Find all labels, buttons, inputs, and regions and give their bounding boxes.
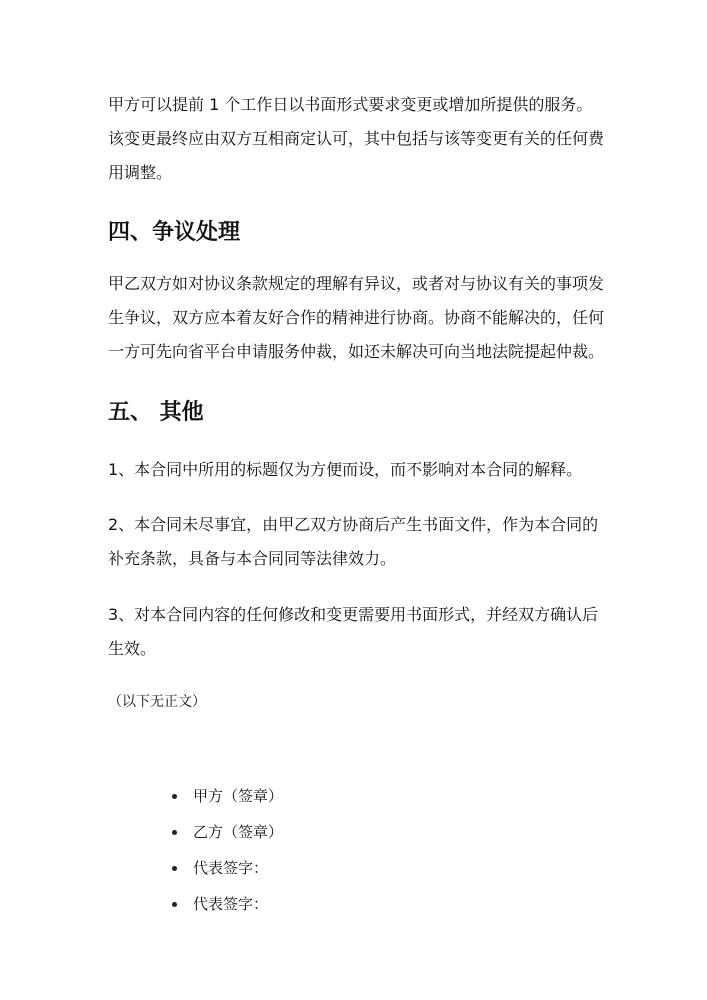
signature-list (172, 778, 283, 922)
heading-dispute: 四、争议处理 (108, 220, 241, 245)
signature-representative-2 (172, 886, 283, 922)
signature-label: 代表签字： (193, 895, 269, 913)
bullet-icon (172, 794, 177, 799)
heading-other: 五、 其他 (108, 400, 204, 425)
signature-party-b (172, 814, 283, 850)
signature-representative-1 (172, 850, 283, 886)
bullet-icon (172, 866, 177, 871)
signature-label: 甲方（签章） (193, 787, 284, 805)
paragraph-dispute: 甲乙双方如对协议条款规定的理解有异议，或者对与协议有关的事项发生争议，双方应本着友好合作的精神进行协商。协商不能解决的，任何一方可先向省平台申请服务仲裁，如还未解决可向当地法院提起仲裁。 (108, 274, 605, 361)
bullet-icon (172, 902, 177, 907)
paragraph-other-1: 1、本合同中所用的标题仅为方便而设，而不影响对本合同的解释。 (108, 460, 583, 479)
signature-label: 代表签字： (193, 859, 269, 877)
bullet-icon (172, 830, 177, 835)
paragraph-change-request: 甲方可以提前 1 个工作日以书面形式要求变更或增加所提供的服务。该变更最终应由双方互相商定认可，其中包括与该等变更有关的任何费用调整。 (108, 95, 605, 182)
paragraph-other-2: 2、本合同未尽事宜，由甲乙双方协商后产生书面文件，作为本合同的补充条款，具备与本合同同等法律效力。 (108, 515, 599, 568)
end-note: （以下无正文） (108, 694, 206, 710)
paragraph-other-3: 3、对本合同内容的任何修改和变更需要用书面形式，并经双方确认后生效。 (108, 605, 599, 658)
signature-party-a (172, 778, 283, 814)
signature-label: 乙方（签章） (193, 823, 284, 841)
